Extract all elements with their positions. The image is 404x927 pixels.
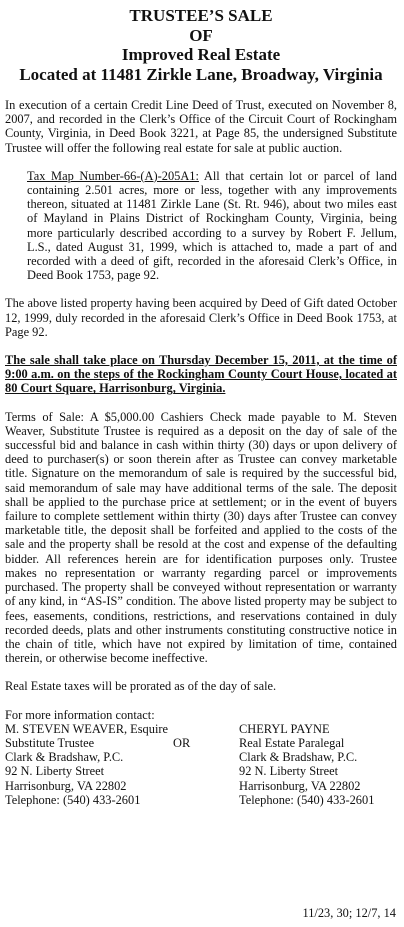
or-separator — [169, 722, 239, 807]
paralegal-firm: Clark & Bradshaw, P.C. — [239, 750, 358, 765]
trustee-city: Harrisonburg, VA 22802 — [5, 778, 127, 793]
paralegal-street: 92 N. Liberty Street — [239, 764, 339, 779]
notice-body — [5, 98, 397, 722]
notice-heading — [5, 6, 397, 84]
terms-of-sale-paragraph: Terms of Sale: A $5,000.00 Cashiers Check made payable to M. Steven Weaver, Substitute Trustee is required as a deposit on the day of sale of the successful bid and balance in cash within thirty (30) days or upon delivery of deed to purchaser(s) or soon therein after as Trustee can convey marketable title. Signature on the memorandum of sale is required by the successful bid, said memorandum of sale may have additional terms of the sale. The deposit shall be applied to the purchase price at settlement; or in the event of buyers failure to complete settlement within thirty (30) days after Trustee can convey marketable title, the deposit shall be forfeited and applied to the costs of the sale and the property shall be resold at the cost and expense of the defaulting bidder. All references herein are for identification purposes only. Trustee makes no representation or warranty regarding parcel or improvements purchased. The property shall be conveyed without representation or warranty of any kind, in “AS-IS” condition. The above listed property may be subject to fees, easements, conditions, restrictions, and reservations contained in duly recorded deeds, plats and other instruments constituting constructive notice in the chain of title, which have not expired by limitation of time, contained therein, or otherwise become ineffective. — [5, 409, 397, 666]
trustee-phone: Telephone: (540) 433-2601 — [5, 792, 141, 807]
heading-line-4: Located at 11481 Zirkle Lane, Broadway, Virginia — [19, 64, 383, 84]
paralegal-title: Real Estate Paralegal — [239, 735, 345, 750]
heading-line-2: OF — [189, 25, 213, 45]
trustee-title: Substitute Trustee — [5, 735, 95, 750]
acquisition-paragraph: The above listed property having been acquired by Deed of Gift dated October 12, 1999, duly recorded in the aforesaid Clerk’s Office in Deed Book 1753, at Page 92. — [5, 296, 397, 339]
sale-time-paragraph: The sale shall take place on Thursday December 15, 2011, at the time of 9:00 a.m. on the steps of the Rockingham County Court House, located at 80 Court Square, Harrisonburg, Virginia. — [5, 353, 397, 396]
deed-of-trust-paragraph: In execution of a certain Credit Line Deed of Trust, executed on November 8, 2007, and recorded in the Clerk’s Office of the Circuit Court of Rockingham County, Virginia, in Deed Book 3221, at Page 85, the undersigned Substitute Trustee will offer the following real estate for sale at public auction. — [5, 98, 397, 155]
paralegal-phone: Telephone: (540) 433-2601 — [239, 792, 375, 807]
tax-map-label: Tax Map Number-66-(A)-205A1: — [27, 168, 199, 183]
trustee-name: M. STEVEN WEAVER, Esquire — [5, 721, 169, 736]
contact-trustee — [5, 722, 169, 807]
contact-intro: For more information contact: — [5, 707, 155, 722]
property-description-text: All that certain lot or parcel of land containing 2.501 acres, more or less, together with any improvements thereon, situated at 11481 Zirkle Lane (St. Rt. 946), about two miles east of Mayland in Plains District of Rockingham County, Virginia, being more particularly described according to a survey by Robert F. Jellum, L.S., dated August 31, 1999, which is attached to, made a part of and recorded with a deed of gift, recorded in the aforesaid Clerk’s Office, in Deed Book 1753, page 92. — [27, 168, 397, 283]
contact-paralegal — [239, 722, 397, 807]
paralegal-city: Harrisonburg, VA 22802 — [239, 778, 361, 793]
run-dates: 11/23, 30; 12/7, 14 — [302, 906, 396, 920]
heading-line-1: TRUSTEE’S SALE — [129, 6, 273, 25]
trustee-firm: Clark & Bradshaw, P.C. — [5, 750, 124, 765]
paralegal-name: CHERYL PAYNE — [239, 721, 330, 736]
trustee-street: 92 N. Liberty Street — [5, 764, 105, 779]
heading-line-3: Improved Real Estate — [121, 45, 281, 64]
taxes-paragraph: Real Estate taxes will be prorated as of the day of sale. — [5, 679, 277, 694]
property-description-paragraph — [5, 169, 397, 283]
contact-block — [5, 722, 397, 807]
or-label: OR — [173, 735, 191, 750]
